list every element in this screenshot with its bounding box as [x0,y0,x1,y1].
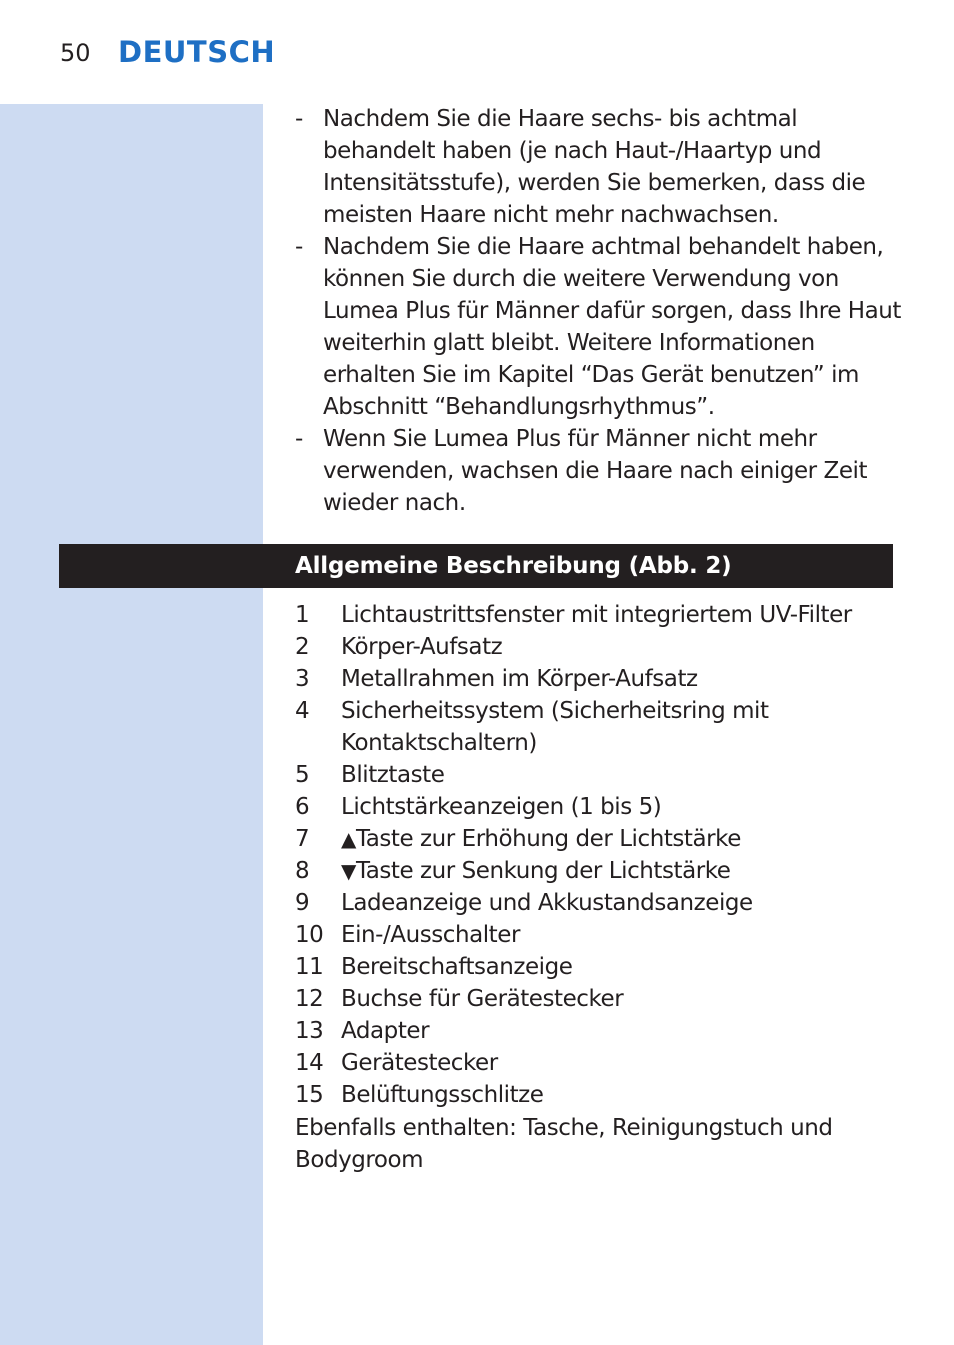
bullet-text: Nachdem Sie die Haare sechs- bis achtmal behandelt haben (je nach Haut-/Haartyp und Intensitätsstufe), werden Sie bemerken, dass die meisten Haare nicht mehr nachwachsen. [323,106,866,228]
section-heading-bar [60,545,892,587]
parts-list [295,599,915,1111]
part-label: Ein-/Ausschalter [341,922,520,948]
bullet-marker: - [295,106,303,132]
part-number: 6 [295,794,310,820]
also-included-note: Ebenfalls enthalten: Tasche, Reinigungstuch und Bodygroom [295,1115,833,1173]
sidebar-band [0,104,263,1345]
part-label: Blitztaste [341,762,445,788]
list-item [295,599,915,631]
part-number: 2 [295,634,310,660]
part-label: Taste zur Senkung der Lichtstärke [355,858,731,884]
part-label: Körper-Aufsatz [341,634,503,660]
list-item [295,855,915,887]
part-number: 14 [295,1050,324,1076]
list-item [295,759,915,791]
part-label: Buchse für Gerätestecker [341,986,624,1012]
part-number: 8 [295,858,310,884]
list-item [295,791,915,823]
bullet-marker: - [295,426,303,452]
part-number: 7 [295,826,310,852]
bullet-text: Nachdem Sie die Haare achtmal behandelt haben, können Sie durch die weitere Verwendung von Lumea Plus für Männer dafür sorgen, dass Ihre Haut weiterhin glatt bleibt. Weitere Informationen erhalten Sie im Kapitel “Das Gerät benutzen” im Abschnitt “Behandlungsrhythmus”. [323,234,901,420]
bullet-marker: - [295,234,303,260]
part-label: Adapter [341,1018,430,1044]
part-label: Belüftungsschlitze [341,1082,544,1108]
part-label: Taste zur Erhöhung der Lichtstärke [355,826,741,852]
triangle-down-icon: ▼ [341,859,356,883]
list-item [295,103,905,231]
part-number: 12 [295,986,324,1012]
part-number: 4 [295,698,310,724]
part-number: 9 [295,890,310,916]
section-title: Allgemeine Beschreibung (Abb. 2) [295,553,732,579]
part-number: 5 [295,762,310,788]
triangle-up-icon: ▲ [341,827,356,851]
list-item [295,983,915,1015]
language-heading: DEUTSCH [118,35,276,69]
part-label: Gerätestecker [341,1050,498,1076]
part-label: Sicherheitssystem (Sicherheitsring mit Kontaktschaltern) [341,698,769,756]
part-label: Bereitschaftsanzeige [341,954,573,980]
page-number: 50 [60,39,91,67]
list-item [295,887,915,919]
list-item [295,1079,915,1111]
list-item [295,423,905,519]
list-item [295,1015,915,1047]
list-item [295,231,905,423]
list-item [295,663,915,695]
list-item [295,695,915,759]
list-item [295,631,915,663]
list-item [295,951,915,983]
list-item [295,919,915,951]
part-number: 15 [295,1082,324,1108]
list-item [295,1047,915,1079]
part-label: Lichtaustrittsfenster mit integriertem UV-Filter [341,602,852,628]
intro-bullet-list [295,103,905,519]
part-label: Lichtstärkeanzeigen (1 bis 5) [341,794,662,820]
bullet-text: Wenn Sie Lumea Plus für Männer nicht mehr verwenden, wachsen die Haare nach einiger Zeit wieder nach. [323,426,868,516]
part-number: 3 [295,666,310,692]
part-number: 10 [295,922,324,948]
part-label: Ladeanzeige und Akkustandsanzeige [341,890,753,916]
part-number: 11 [295,954,324,980]
part-number: 13 [295,1018,324,1044]
list-item [295,823,915,855]
part-number: 1 [295,602,310,628]
part-label: Metallrahmen im Körper-Aufsatz [341,666,698,692]
